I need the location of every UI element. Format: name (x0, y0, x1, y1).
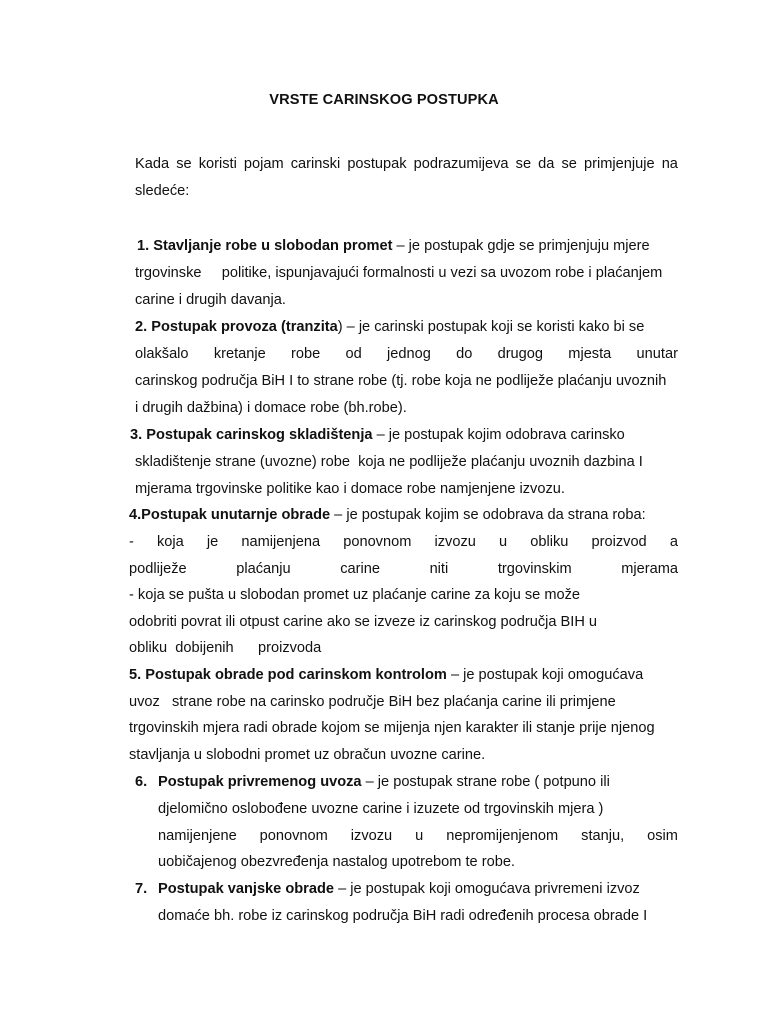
item1-line-2: trgovinske politike, ispunjavajući formalnosti u vezi sa uvozom robe i plaćanjem (135, 265, 663, 281)
item4-line-4: - koja se pušta u slobodan promet uz plaćanje carine za koju se može (129, 587, 581, 603)
item5-line-2: uvoz strane robe na carinsko područje BiH bez plaćanja carine ili primjene (129, 694, 616, 710)
word: niti (429, 561, 449, 577)
word: namijenjena (241, 534, 321, 550)
item5-line-1 (129, 666, 643, 684)
item2-line-1 (135, 318, 644, 336)
item3-line1-rest: – je postupak kojim odobrava carinsko (372, 427, 625, 443)
word: do (456, 346, 473, 362)
item1-line-1 (137, 237, 650, 255)
item4-line-6: obliku dobijenih proizvoda (129, 640, 322, 656)
item6-line-3 (158, 827, 678, 845)
intro-line-1 (135, 155, 678, 173)
item4-line-5: odobriti povrat ili otpust carine ako se izveze iz carinskog područja BIH u (129, 614, 598, 630)
item3-line-1 (130, 426, 625, 444)
word: jednog (386, 346, 431, 362)
word: pojam (243, 156, 284, 172)
word: na (661, 156, 678, 172)
item5-line1-rest: – je postupak koji omogućava (446, 667, 644, 683)
word: se (561, 156, 577, 172)
word: u (415, 828, 424, 844)
word: se (515, 156, 532, 172)
item6-line-2: djelomično oslobođene uvozne carine i izuzete od trgovinskih mjera ) (158, 801, 604, 817)
word: a (669, 534, 678, 550)
item3-line-3: mjerama trgovinske politike kao i domace robe namjenjene izvozu. (135, 481, 565, 497)
word: postupak (347, 156, 407, 172)
item2-line-3: carinskog područja BiH I to strane robe (tj. robe koja ne podliježe plaćanju uvoznih (135, 373, 667, 389)
word: plaćanju (236, 561, 291, 577)
word: osim (647, 828, 678, 844)
item4-heading: 4.Postupak unutarnje obrade (129, 507, 331, 523)
item7-line-2: domaće bh. robe iz carinskog područja BiH radi određenih procesa obrade I (158, 908, 648, 924)
item2-line-2 (135, 345, 678, 363)
item2-heading: 2. Postupak provoza (tranzita (135, 319, 338, 335)
item6-number: 6. (135, 774, 148, 790)
word: stanju, (581, 828, 625, 844)
word: se (176, 156, 192, 172)
item4-line-1 (129, 506, 646, 524)
word: - (129, 534, 134, 550)
item4-line-2 (129, 533, 678, 551)
word: unutar (636, 346, 678, 362)
intro-line-2: sledeće: (135, 183, 190, 199)
word: podrazumijeva (413, 156, 509, 172)
word: kretanje (213, 346, 266, 362)
word: carinski (290, 156, 341, 172)
word: namijenjene (158, 828, 237, 844)
word: izvozu (350, 828, 393, 844)
item5-line-4: stavljanja u slobodni promet uz obračun uvozne carine. (129, 747, 486, 763)
item7-heading: Postupak vanjske obrade (158, 881, 335, 897)
word: ponovnom (259, 828, 328, 844)
word: proizvod (591, 534, 647, 550)
word: olakšalo (135, 346, 189, 362)
item4-line-3 (129, 560, 678, 578)
item6-line-4: uobičajenog obezvređenja nastalog upotrebom te robe. (158, 854, 515, 870)
item3-line-2: skladištenje strane (uvozne) robe koja ne podliježe plaćanju uvoznih dazbina I (135, 454, 643, 470)
word: izvozu (434, 534, 476, 550)
word: obliku (530, 534, 569, 550)
word: primjenjuje (584, 156, 655, 172)
word: drugog (497, 346, 544, 362)
item2-line1-rest: ) – je carinski postupak koji se koristi kako bi se (337, 319, 645, 335)
word: mjesta (568, 346, 612, 362)
word: ponovnom (343, 534, 412, 550)
item1-line-3: carine i drugih davanja. (135, 292, 286, 308)
item5-heading: 5. Postupak obrade pod carinskom kontrolom (129, 667, 447, 683)
word: od (345, 346, 362, 362)
word: trgovinskim (497, 561, 572, 577)
item1-line1-rest: – je postupak gdje se primjenjuju mjere (392, 238, 650, 254)
item1-heading: 1. Stavljanje robe u slobodan promet (137, 238, 393, 254)
item3-heading: 3. Postupak carinskog skladištenja (130, 427, 373, 443)
item5-line-3: trgovinskih mjera radi obrade kojom se mijenja njen karakter ili stanje prije njenog (129, 720, 655, 736)
item2-line-4: i drugih dažbina) i domace robe (bh.robe). (135, 400, 407, 416)
word: koristi (198, 156, 237, 172)
item7-line1-rest: – je postupak koji omogućava privremeni izvoz (334, 881, 640, 897)
item6-line1-rest: – je postupak strane robe ( potpuno ili (361, 774, 610, 790)
word: u (499, 534, 508, 550)
word: carine (340, 561, 380, 577)
item7-number: 7. (135, 881, 148, 897)
item7-line-1 (158, 880, 640, 898)
word: Kada (135, 156, 170, 172)
document-title: VRSTE CARINSKOG POSTUPKA (269, 92, 499, 108)
word: koja (157, 534, 184, 550)
word: mjerama (621, 561, 678, 577)
word: podliježe (129, 561, 187, 577)
word: je (206, 534, 219, 550)
word: da (538, 156, 555, 172)
word: nepromijenjenom (446, 828, 559, 844)
word: robe (291, 346, 321, 362)
item4-line1-rest: – je postupak kojim se odobrava da strana roba: (330, 507, 646, 523)
item6-heading: Postupak privremenog uvoza (158, 774, 362, 790)
item6-line-1 (158, 773, 610, 791)
